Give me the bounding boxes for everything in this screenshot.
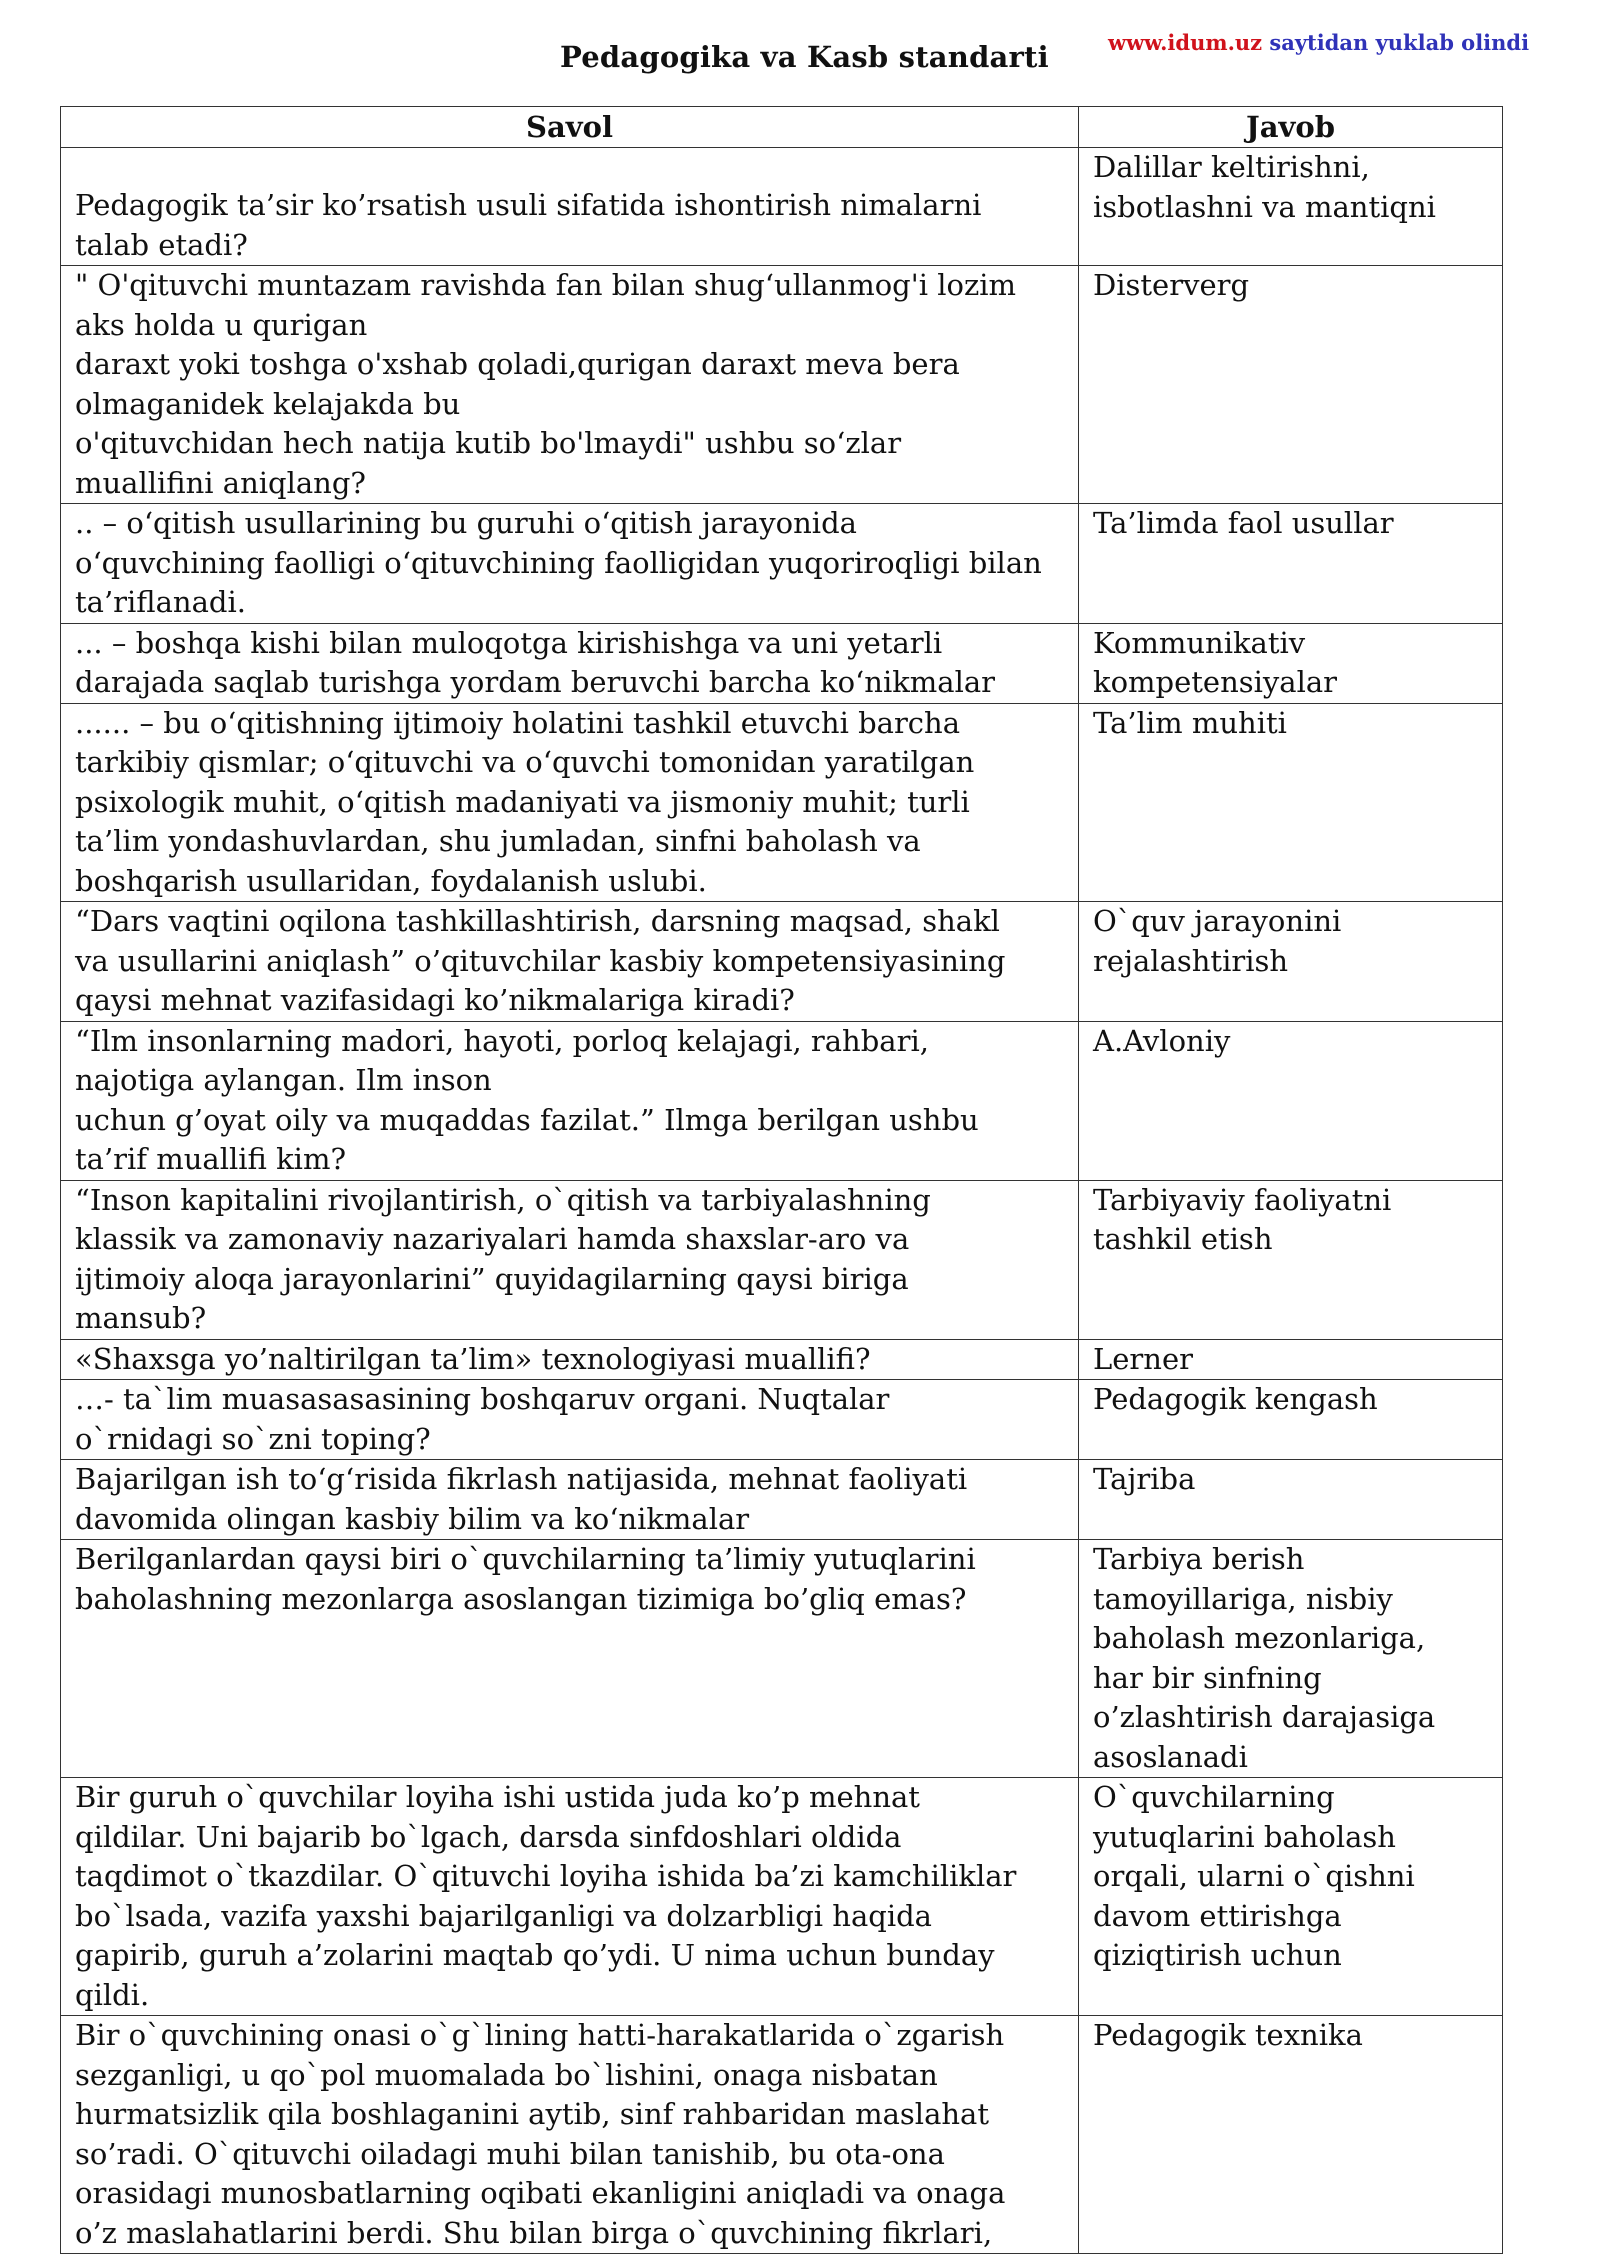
table-row	[61, 1540, 1503, 1778]
table-row	[61, 1021, 1503, 1180]
question-cell: Berilganlardan qaysi biri o`quvchilarning ta’limiy yutuqlarini baholashning mezonlarga asoslangan tizimiga bo’gliq emas?	[61, 1540, 1079, 1778]
table-header-row	[61, 107, 1503, 148]
page-title: Pedagogika va Kasb standarti	[560, 40, 1049, 74]
watermark	[1108, 30, 1529, 55]
answer-cell: Dalillar keltirishni, isbotlashni va mantiqni	[1079, 148, 1503, 266]
question-cell: Bir o`quvchining onasi o`g`lining hatti-harakatlarida o`zgarish sezganligi, u qo`pol muomalada bo`lishini, onaga nisbatan hurmatsizlik qila boshlaganini aytib, sinf rahbaridan maslahat so’radi. O`qituvchi oiladagi muhi bilan tanishib, bu ota-ona orasidagi munosbatlarning oqibati ekanligini aniqladi va onaga o’z maslahatlarini berdi. Shu bilan birga o`quvchining fikrlari,	[61, 2016, 1079, 2254]
watermark-site-link[interactable]: www.idum.uz	[1108, 30, 1263, 55]
qa-table	[60, 106, 1503, 2254]
answer-cell: Ta’lim muhiti	[1079, 703, 1503, 902]
answer-cell: Kommunikativ kompetensiyalar	[1079, 623, 1503, 703]
answer-cell: Ta’limda faol usullar	[1079, 504, 1503, 624]
question-cell: Bajarilgan ish to‘g‘risida fikrlash natijasida, mehnat faoliyati davomida olingan kasbiy bilim va ko‘nikmalar	[61, 1460, 1079, 1540]
answer-cell: O`quv jarayonini rejalashtirish	[1079, 902, 1503, 1022]
table-row	[61, 504, 1503, 624]
question-cell: «Shaxsga yo’naltirilgan ta’lim» texnologiyasi muallifi?	[61, 1339, 1079, 1380]
table-row	[61, 1380, 1503, 1460]
table-row	[61, 1339, 1503, 1380]
answer-cell: Tajriba	[1079, 1460, 1503, 1540]
table-row	[61, 148, 1503, 266]
answer-cell: A.Avloniy	[1079, 1021, 1503, 1180]
question-cell: Bir guruh o`quvchilar loyiha ishi ustida juda ko’p mehnat qildilar. Uni bajarib bo`lgach, darsda sinfdoshlari oldida taqdimot o`tkazdilar. O`qituvchi loyiha ishida ba’zi kamchiliklar bo`lsada, vazifa yaxshi bajarilganligi va dolzarbligi haqida gapirib, guruh a’zolarini maqtab qo’ydi. U nima uchun bunday qildi.	[61, 1778, 1079, 2016]
table-row	[61, 1180, 1503, 1339]
table-row	[61, 2016, 1503, 2254]
table-row	[61, 623, 1503, 703]
question-cell: Pedagogik ta’sir ko’rsatish usuli sifatida ishontirish nimalarni talab etadi?	[61, 148, 1079, 266]
table-row	[61, 902, 1503, 1022]
table-row	[61, 266, 1503, 504]
column-header-question: Savol	[61, 107, 1079, 148]
answer-cell: O`quvchilarning yutuqlarini baholash orqali, ularni o`qishni davom ettirishga qiziqtirish uchun	[1079, 1778, 1503, 2016]
question-cell: “Dars vaqtini oqilona tashkillashtirish, darsning maqsad, shakl va usullarini aniqlash” o’qituvchilar kasbiy kompetensiyasining qaysi mehnat vazifasidagi ko’nikmalariga kiradi?	[61, 902, 1079, 1022]
question-cell: ... – boshqa kishi bilan muloqotga kirishishga va uni yetarli darajada saqlab turishga yordam beruvchi barcha ko‘nikmalar	[61, 623, 1079, 703]
table-row	[61, 1778, 1503, 2016]
question-cell: “Ilm insonlarning madori, hayoti, porloq kelajagi, rahbari, najotiga aylangan. Ilm inson uchun g’oyat oily va muqaddas fazilat.” Ilmga berilgan ushbu ta’rif muallifi kim?	[61, 1021, 1079, 1180]
question-cell: …- ta`lim muasasasasining boshqaruv organi. Nuqtalar o`rnidagi so`zni toping?	[61, 1380, 1079, 1460]
table-row	[61, 703, 1503, 902]
question-cell: " O'qituvchi muntazam ravishda fan bilan shug‘ullanmog'i lozim aks holda u qurigan daraxt yoki toshga o'xshab qoladi,qurigan daraxt meva bera olmaganidek kelajakda bu o'qituvchidan hech natija kutib bo'lmaydi" ushbu so‘zlar muallifini aniqlang?	[61, 266, 1079, 504]
answer-cell: Lerner	[1079, 1339, 1503, 1380]
table-row	[61, 1460, 1503, 1540]
question-cell: “Inson kapitalini rivojlantirish, o`qitish va tarbiyalashning klassik va zamonaviy nazariyalari hamda shaxslar-aro va ijtimoiy aloqa jarayonlarini” quyidagilarning qaysi biriga mansub?	[61, 1180, 1079, 1339]
watermark-note: saytidan yuklab olindi	[1269, 30, 1530, 55]
answer-cell: Pedagogik kengash	[1079, 1380, 1503, 1460]
answer-cell: Tarbiyaviy faoliyatni tashkil etish	[1079, 1180, 1503, 1339]
answer-cell: Pedagogik texnika	[1079, 2016, 1503, 2254]
column-header-answer: Javob	[1079, 107, 1503, 148]
question-cell: .. – o‘qitish usullarining bu guruhi o‘qitish jarayonida o‘quvchining faolligi o‘qituvchining faolligidan yuqoriroqligi bilan ta’riflanadi.	[61, 504, 1079, 624]
answer-cell: Tarbiya berish tamoyillariga, nisbiy baholash mezonlariga, har bir sinfning o’zlashtirish darajasiga asoslanadi	[1079, 1540, 1503, 1778]
answer-cell: Disterverg	[1079, 266, 1503, 504]
question-cell: ...... – bu o‘qitishning ijtimoiy holatini tashkil etuvchi barcha tarkibiy qismlar; o‘qituvchi va o‘quvchi tomonidan yaratilgan psixologik muhit, o‘qitish madaniyati va jismoniy muhit; turli ta’lim yondashuvlardan, shu jumladan, sinfni baholash va boshqarish usullaridan, foydalanish uslubi.	[61, 703, 1079, 902]
